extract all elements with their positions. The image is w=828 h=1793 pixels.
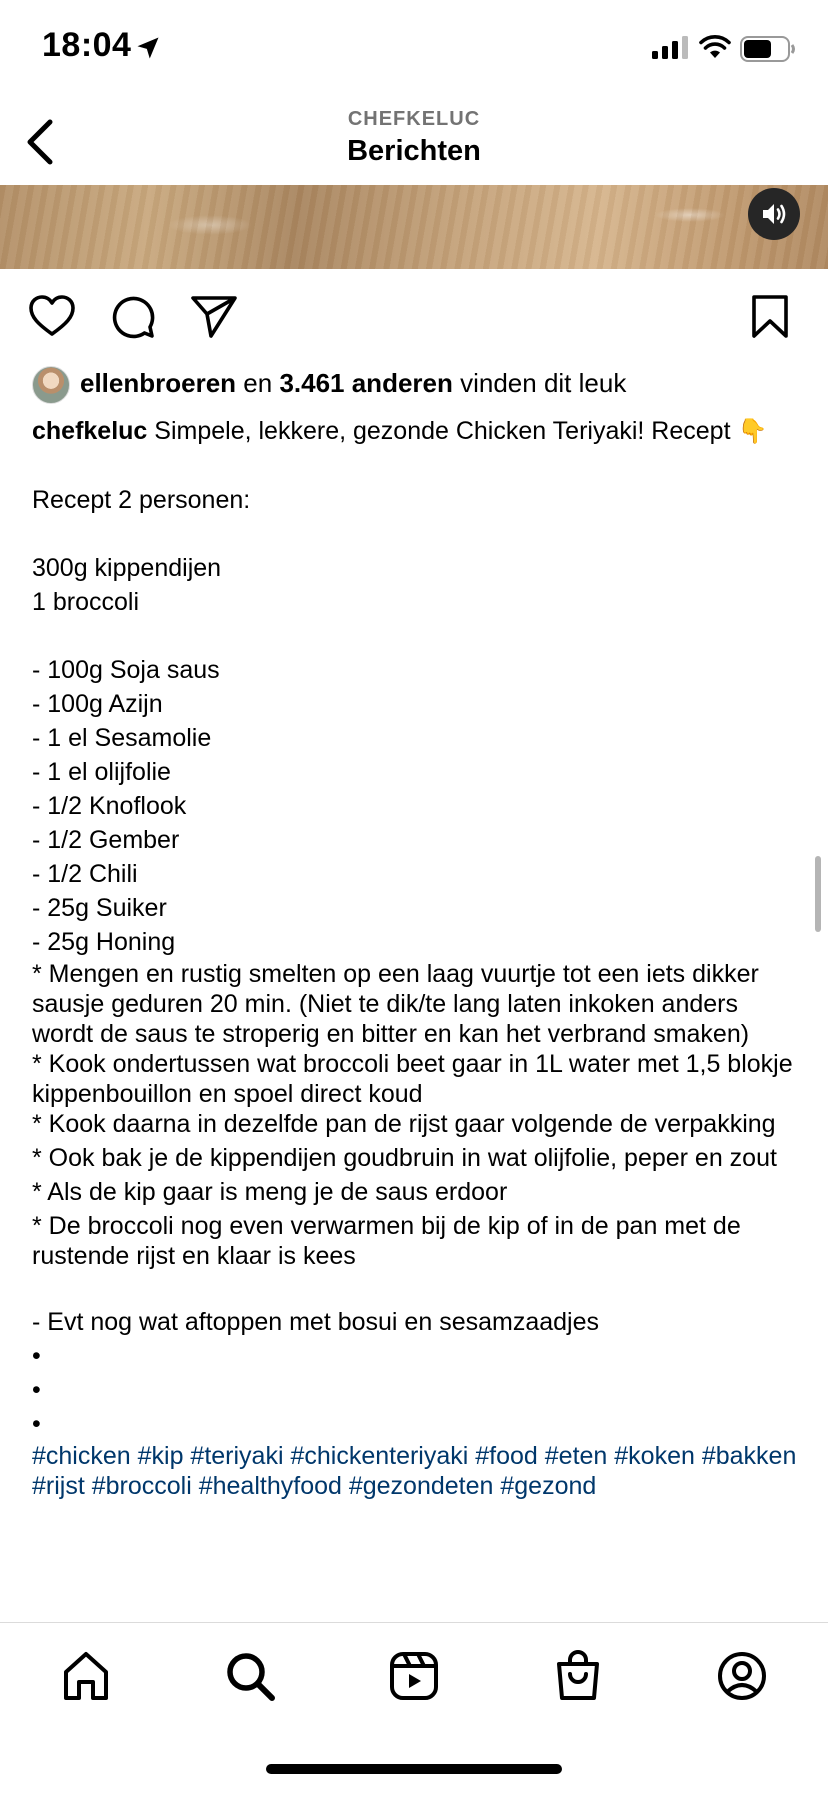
caption-line: - 1/2 Knoflook: [32, 792, 187, 820]
page-title: Berichten: [347, 135, 481, 167]
likes-suffix: vinden dit leuk: [452, 368, 627, 398]
caption-line: 1 broccoli: [32, 588, 139, 616]
comment-button[interactable]: [110, 294, 156, 340]
caption-line: - 100g Azijn: [32, 690, 163, 718]
sound-toggle-button[interactable]: [748, 188, 800, 240]
caption-line: [32, 619, 798, 653]
caption-line: - 1/2 Gember: [32, 826, 180, 854]
speaker-icon: [760, 201, 788, 227]
caption-line: 300g kippendijen: [32, 554, 222, 582]
tab-reels[interactable]: [386, 1648, 442, 1704]
post-video[interactable]: [0, 185, 828, 269]
post-caption: [32, 414, 798, 1501]
caption-line: * Kook daarna in dezelfde pan de rijst gaar volgende de verpakking: [32, 1110, 776, 1138]
caption-line: * Ook bak je de kippendijen goudbruin in wat olijfolie, peper en zout: [32, 1144, 777, 1172]
caption-line: Recept 2 personen:: [32, 486, 251, 514]
status-time: 18:04: [42, 26, 132, 64]
caption-line: [32, 1271, 798, 1305]
caption-line: [32, 517, 798, 551]
caption-hashtags[interactable]: #chicken #kip #teriyaki #chickenteriyaki #food #eten #koken #bakken #rijst #broccoli #healthyfood #gezondeten #gezond: [32, 1442, 797, 1500]
tab-shop[interactable]: [550, 1648, 606, 1704]
scroll-indicator: [815, 856, 821, 932]
caption-username[interactable]: chefkeluc: [32, 417, 148, 445]
like-button[interactable]: [28, 294, 76, 338]
caption-line: - Evt nog wat aftoppen met bosui en sesamzaadjes: [32, 1308, 599, 1336]
likes-connector: en: [236, 368, 280, 398]
battery-icon: [740, 36, 796, 62]
caption-line: - 1 el Sesamolie: [32, 724, 212, 752]
likes-count[interactable]: 3.461 anderen: [279, 368, 453, 398]
caption-line: •: [32, 1342, 41, 1370]
location-arrow-icon: [134, 34, 162, 62]
cellular-signal-icon: [652, 36, 690, 60]
avatar[interactable]: [32, 366, 70, 404]
caption-steps: [32, 959, 798, 1271]
tab-profile[interactable]: [714, 1648, 770, 1704]
caption-line: * Mengen en rustig smelten op een laag vuurtje tot een iets dikker sausje geduren 20 min. (Niet te dik/te lang laten inkoken anders wordt de saus te stroperig en bitter en kan het verbrand smaken): [32, 960, 766, 1048]
caption-line: * Als de kip gaar is meng je de saus erdoor: [32, 1178, 508, 1206]
caption-ingredients: [32, 449, 798, 959]
pointing-down-emoji: 👇: [737, 418, 768, 445]
caption-line: - 1/2 Chili: [32, 860, 138, 888]
caption-tail: [32, 1271, 798, 1441]
caption-line: * Kook ondertussen wat broccoli beet gaar in 1L water met 1,5 blokje kippenbouillon en spoel direct koud: [32, 1050, 800, 1108]
save-button[interactable]: [748, 294, 792, 340]
caption-line: - 25g Suiker: [32, 894, 167, 922]
share-button[interactable]: [190, 294, 238, 340]
tab-search[interactable]: [222, 1648, 278, 1704]
wifi-icon: [699, 34, 731, 60]
caption-line: •: [32, 1376, 41, 1404]
caption-line: [32, 449, 798, 483]
caption-line: - 25g Honing: [32, 928, 176, 956]
liker-username[interactable]: ellenbroeren: [80, 368, 237, 398]
caption-line: •: [32, 1410, 41, 1438]
home-indicator: [266, 1764, 562, 1774]
caption-line: - 1 el olijfolie: [32, 758, 171, 786]
caption-first-line: [32, 414, 798, 449]
caption-intro: Simpele, lekkere, gezonde Chicken Teriyaki! Recept: [147, 417, 738, 445]
tab-home[interactable]: [58, 1648, 114, 1704]
caption-line: - 100g Soja saus: [32, 656, 220, 684]
likes-summary[interactable]: [80, 368, 626, 399]
caption-line: * De broccoli nog even verwarmen bij de kip of in de pan met de rustende rijst en klaar is kees: [32, 1212, 748, 1270]
profile-username-subtitle: CHEFKELUC: [347, 108, 481, 130]
